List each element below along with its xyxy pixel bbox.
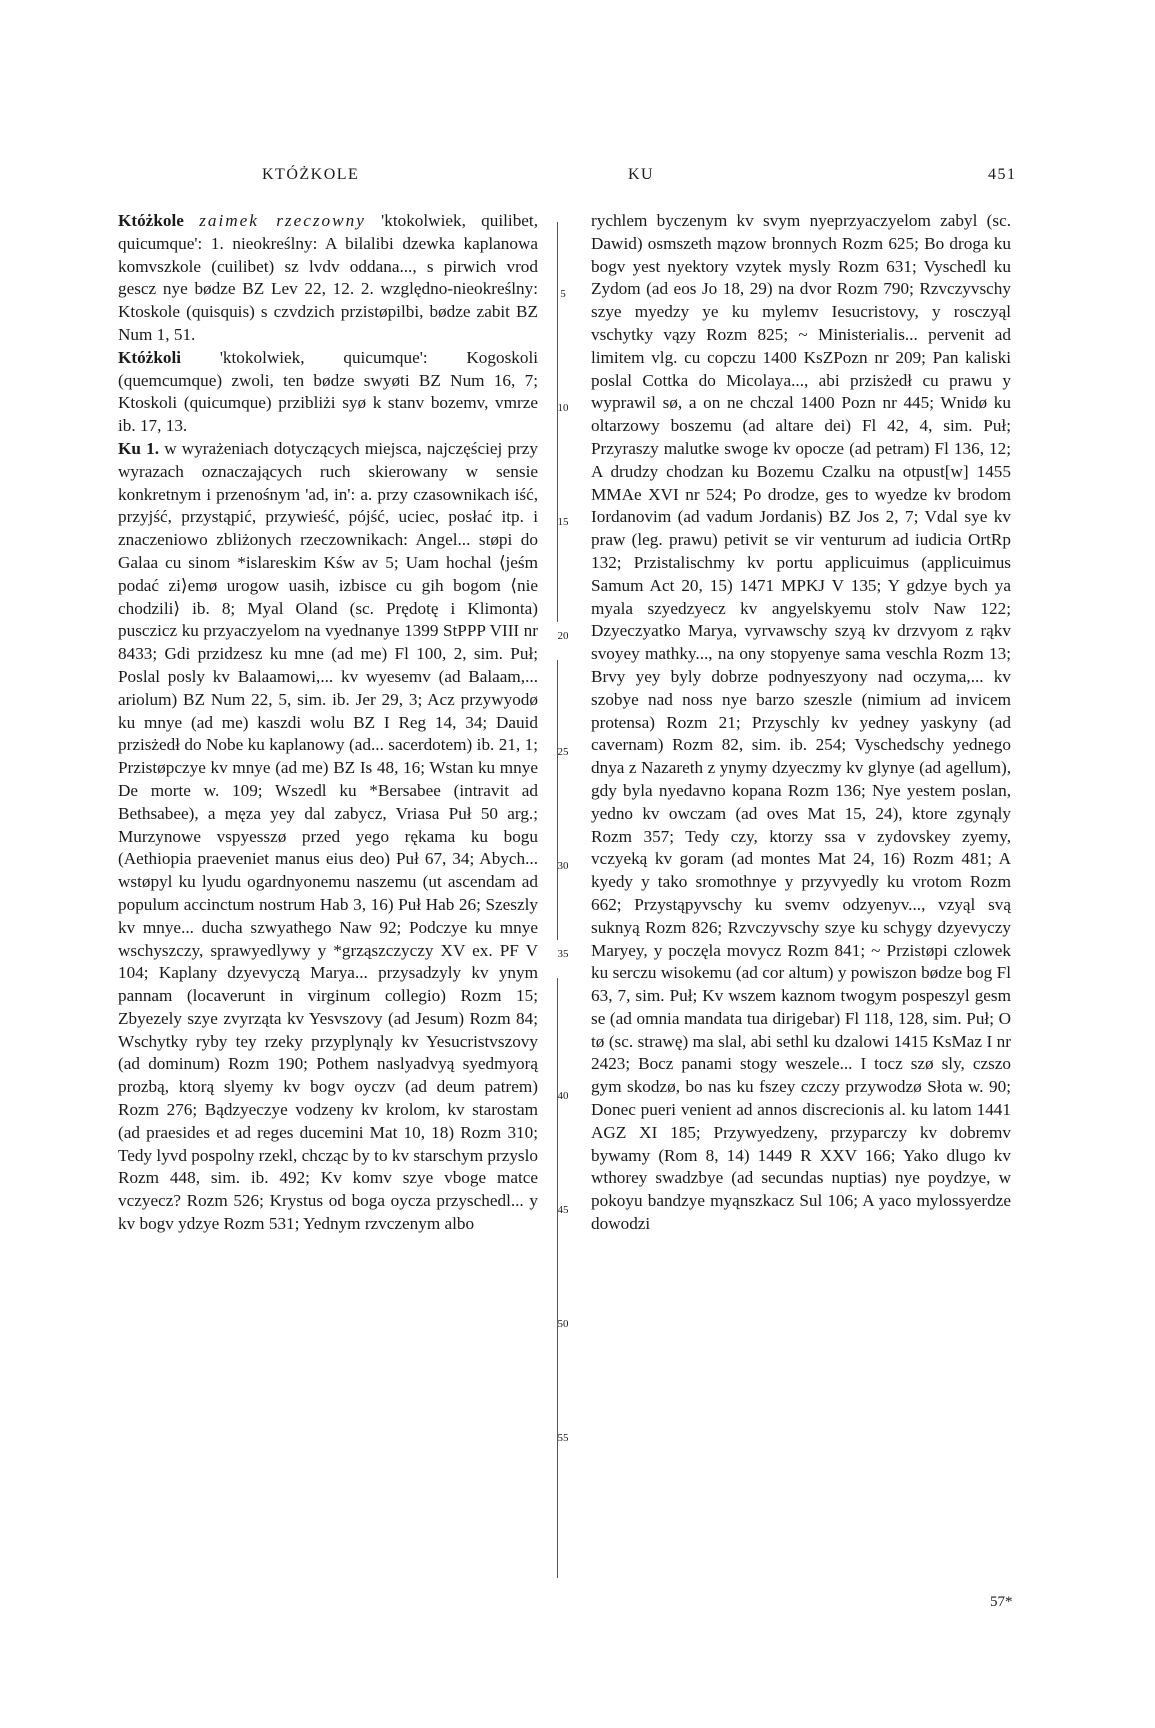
entry-ktozkole xyxy=(118,210,538,347)
running-head-left: KTÓŻKOLE xyxy=(262,166,360,183)
headword: Ku 1. xyxy=(118,438,160,458)
entry-ktozkoli xyxy=(118,347,538,438)
page-number: 451 xyxy=(988,166,1017,183)
line-number: 30 xyxy=(557,860,569,872)
left-column xyxy=(118,210,538,1236)
line-number: 5 xyxy=(560,288,566,300)
part-of-speech: zaimek rzeczowny xyxy=(199,211,366,230)
column-rule xyxy=(557,660,558,940)
entry-body: 'ktokolwiek, quilibet, quicumque': 1. nieokreślny: A bilalibi dzewka kaplanowa komvszkole (cuilibet) sz lvdv oddana..., s pirwich vrod gescz nye bødze BZ Lev 22, 12. 2. względno-nieokreślny: Ktoskole (quisquis) s czvdzich przistøpilbi, bødze zabit BZ Num 1, 51. xyxy=(118,211,538,344)
line-number: 35 xyxy=(557,948,569,960)
entry-ku xyxy=(118,438,538,1236)
running-head-center: KU xyxy=(628,166,655,183)
signature-mark: 57* xyxy=(990,1594,1013,1610)
column-rule xyxy=(557,222,558,622)
entry-body: w wyrażeniach dotyczących miejsca, najczęściej przy wyrazach oznaczających ruch skierowany w sensie konkretnym i przenośnym 'ad, in': a. przy czasownikach iść, przyjść, przystąpić, przywieść, pójść, uciec, posłać itp. i znaczeniowo zbliżonych rzeczownikach: Angel... støpi do Galaa cu sinom *islareskim Kśw av 5; Uam hochal ⟨jeśm podać zi⟩emø urogow uasih, izbisce cu gih bogom ⟨nie chodzili⟩ ib. 8; Myal Oland (sc. Prędotę i Klimonta) pusczicz ku przyaczyelom na vyednanye 1399 StPPP VIII nr 8433; Gdi przidzesz ku mne (ad me) Fl 100, 2, sim. Puł; Poslal posly kv Balaamowi,... kv wyesemv (ad Balaam,... ariolum) BZ Num 22, 5, sim. ib. Jer 29, 3; Acz przywyodø ku mnye (ad me) kaszdi wolu BZ I Reg 14, 34; Dauid przisżedł do Nobe ku kaplanowy (ad... sacerdotem) ib. 21, 1; Przistøpczye kv mnye (ad me) BZ Is 48, 16; Wstan ku mnye De morte w. 109; Wszedl ku *Bersabee (intravit ad Bethsabee), a męza yey dal zabycz, Vriasa Puł 50 arg.; Murzynowe vspyesszø przed yego rękama ku bogu (Aethiopia praeveniet manus eius deo) Puł 67, 34; Abych... wstøpyl ku lyudu ogardnyonemu naszemu (ut ascendam ad populum accinctum nostrum Hab 3, 16) Puł Hab 26; Szeszly kv mnye... ducha szwyathego Naw 92; Podczye ku mnye wschyszczy, sprawyedlywy y *grząszczyczy XV ex. PF V 104; Kaplany dzyevyczą Marya... przysadzyly kv ynym pannam (locaverunt in virginum collegio) Rozm 15; Zbyezely szye zvyrząta kv Yesvszovy (ad Jesum) Rozm 84; Wschytky ryby tey rzeky przyplynąly kv Yesucristvszovy (ad dominum) Rozm 190; Pothem naslyadvyą syedmyorą prozbą, ktorą slyemy kv bogv oyczv (ad deum patrem) Rozm 276; Bądzyeczye vodzeny kv krolom, kv starostam (ad praesides et ad reges ducemini Mat 10, 18) Rozm 310; Tedy lyvd pospolny rzekl, chcząc by to kv starschym przyslo Rozm 448, sim. ib. 492; Kv komv szye vboge matce vczyecz? Rozm 526; Krystus od boga oycza przyschedl... y kv bogv ydzye Rozm 531; Yednym rzvczenym albo xyxy=(118,438,538,1234)
column-rule xyxy=(557,978,558,1578)
line-number: 50 xyxy=(557,1318,569,1330)
entry-ku-continued: rychlem byczenym kv svym nyeprzyaczyelom zabyl (sc. Dawid) osmszeth mązow bronnych Rozm 625; Bo droga ku bogv yest nyektory vzytek mysly Rozm 631; Vyschedl ku Zydom (ad eos Jo 18, 29) na dvor Rozm 790; Rzvczyvschy szye myedzy ye ku mylemv Iesucristovy, y rosczyąl vschytky vązy Rozm 825; ~ Ministerialis... pervenit ad limitem vlg. cu copczu 1400 KsZPozn nr 209; Pan kaliski poslal Cottka do Micolaya..., abi przisżedł cu prawu y wyprawil sø, a on ne chczal 1400 Pozn nr 445; Wnidø ku oltarzowy boszemu (ad altare dei) Fl 42, 4, sim. Puł; Przyraszy malutke swoge kv opocze (ad petram) Fl 136, 12; A drudzy chodzan ku Bozemu Czalku na otpust[w] 1455 MMAe XVI nr 524; Po drodze, ges to wyedze kv brodom Iordanovim (ad vadum Jordanis) BZ Jos 2, 7; Vdal sye kv praw (leg. prawu) petivit se vir venturum ad iudicia OrtRp 132; Przistalischmy kv portu applicuimus (applicuimus Samum Act 20, 15) 1471 MPKJ V 135; Y gdzye bych ya myala szyedzyecz kv angyelskyemu stolv Naw 122; Dzyeczyatko Marya, vyrvawschy szyą kv drzvyom z rąkv svoyey mathky..., na ony stopyenye sama veschla Rozm 13; Brvy yey byly dobrze podnyeszyony nad oczyma,... kv szobye nad noss nye barzo szeszle (nimium ad invicem protensa) Rozm 21; Przyschly kv yedney yaskyny (ad cavernam) Rozm 82, sim. ib. 254; Vyschedschy yednego dnya z Nazareth z ynymy dzyeczmy kv glynye (ad agellum), gdy byla nyedavno kopana Rozm 136; Nye yestem poslan, yedno kv owczam (ad oves Mat 15, 24), ktore zgynąly Rozm 357; Tedy czy, ktorzy ssa v zydovskey zyemy, vczyeką kv goram (ad montes Mat 24, 16) Rozm 481; A kyedy y tako sromothnye y przyvyedly ku vrotom Rozm 662; Przystąpyvschy ku svemv odzyenyv..., vzyąl svą suknyą Rozm 826; Rzvczyvschy szye ku schygy dzyevyczy Maryey, y poczęla movycz Rozm 841; ~ Przistøpi czlowek ku serczu wisokemu (ad cor altum) y powiszon bødze bog Fl 63, 7, sim. Puł; Kv wszem kaznom twogym pospeszyl gesm se (ad omnia mandata tua dirigebar) Fl 118, 128, sim. Puł; O tø (sc. strawę) ma slal, abi sethl ku dzalowi 1415 KsMaz I nr 2423; Bocz panami stogy weszele... I tocz szø sly, czszo gym skodzø, bo nas ku fszey czczy przywodzø Słota w. 90; Donec pueri venient ad annos discrecionis al. ku latom 1441 AGZ XI 185; Przywyedzeny, przyparczy kv dobremv bywamy (Rom 8, 14) 1449 R XXV 166; Yako dlugo kv wthorey swadzbye (ad secundas nuptias) nye poydzye, w pokoyu bandzye myąnszkacz Sul 106; A yaco mylossyerdze dowodzi xyxy=(591,211,1011,1234)
line-number: 15 xyxy=(557,516,569,528)
line-number: 55 xyxy=(557,1432,569,1444)
line-number: 40 xyxy=(557,1090,569,1102)
headword: Któżkole xyxy=(118,211,184,230)
headword: Któżkoli xyxy=(118,347,182,367)
entry-body: 'ktokolwiek, quicumque': Kogoskoli (quemcumque) zwoli, ten bødze swyøti BZ Num 16, 7; Ktoskoli (quicumque) przibliżi syø k stanv bozemv, vmrze ib. 17, 13. xyxy=(118,347,539,436)
right-column xyxy=(591,210,1011,1236)
line-number: 25 xyxy=(557,746,569,758)
line-number: 10 xyxy=(557,402,569,414)
line-number: 45 xyxy=(557,1204,569,1216)
line-number: 20 xyxy=(557,630,569,642)
